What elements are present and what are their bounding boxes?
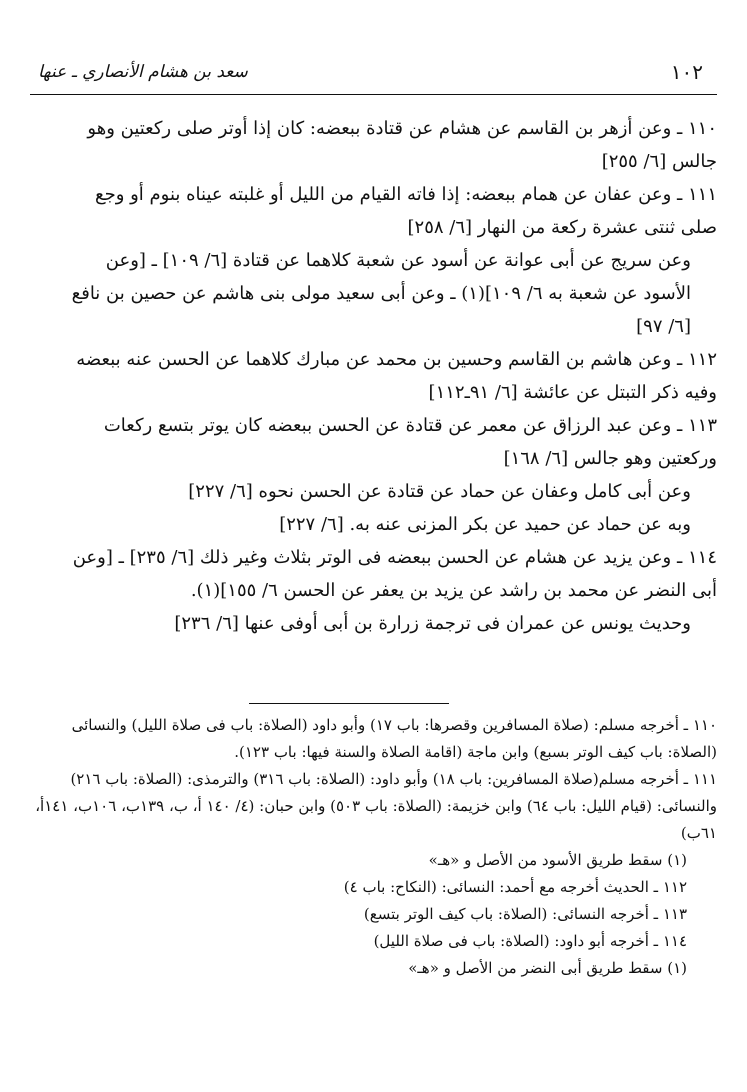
footnote-111-sub: (١) سقط طريق الأسود من الأصل و «هـ» bbox=[428, 851, 687, 869]
hadith-entry-113-chain-a: وعن أبى كامل وعفان عن حماد عن قتادة عن الحسن نحوه [٦/ ٢٢٧] bbox=[188, 481, 691, 502]
footnote-112: ١١٢ ـ الحديث أخرجه مع أحمد: النسائى: (النكاح: باب ٤) bbox=[343, 878, 687, 896]
hadith-entry-112: ١١٢ ـ وعن هاشم بن القاسم وحسين بن محمد عن مبارك كلاهما عن الحسن عنه ببعضه وفيه ذكر التبتل عن عائشة [٦/ ٩١ـ١١٢] bbox=[76, 349, 717, 403]
hadith-entry-113-chain-b: وبه عن حماد عن حميد عن بكر المزنى عنه به. [٦/ ٢٢٧] bbox=[279, 514, 691, 535]
hadith-entry-111: ١١١ ـ وعن عفان عن همام ببعضه: إذا فاته القيام من الليل أو غلبته عيناه بنوم أو وجع صلى ثنتى عشرة ركعة من النهار [٦/ ٢٥٨] bbox=[94, 184, 717, 238]
footnotes bbox=[22, 712, 717, 982]
hadith-entry-113: ١١٣ ـ وعن عبد الرزاق عن معمر عن قتادة عن الحسن ببعضه كان يوتر بتسع ركعات وركعتين وهو جالس [٦/ ١٦٨] bbox=[103, 415, 717, 469]
footnote-114-sub: (١) سقط طريق أبى النضر من الأصل و «هـ» bbox=[408, 959, 687, 977]
hadith-entry-114: ١١٤ ـ وعن يزيد عن هشام عن الحسن ببعضه فى الوتر بثلاث وغير ذلك [٦/ ٢٣٥] ـ [وعن أبى النضر عن محمد بن راشد عن يزيد بن يعفر عن الحسن ٦/ ١٥٥](١). bbox=[72, 547, 717, 601]
main-text bbox=[58, 112, 717, 640]
footnote-110: ١١٠ ـ أخرجه مسلم: (صلاة المسافرين وقصرها: باب ١٧) وأبو داود (الصلاة: باب فى صلاة الليل) والنسائى (الصلاة: باب كيف الوتر بسبع) وابن ماجة (اقامة الصلاة والسنة فيها: باب ١٢٣). bbox=[71, 716, 717, 761]
footnote-114: ١١٤ ـ أخرجه أبو داود: (الصلاة: باب فى صلاة الليل) bbox=[373, 932, 687, 950]
hadith-entry-114-note: وحديث يونس عن عمران فى ترجمة زرارة بن أبى أوفى عنها [٦/ ٢٣٦] bbox=[174, 613, 691, 634]
footnote-113: ١١٣ ـ أخرجه النسائى: (الصلاة: باب كيف الوتر بتسع) bbox=[363, 905, 687, 923]
footnote-divider bbox=[249, 703, 449, 704]
hadith-entry-110: ١١٠ ـ وعن أزهر بن القاسم عن هشام عن قتادة ببعضه: كان إذا أوتر صلى ركعتين وهو جالس [٦/ ٢٥٥] bbox=[87, 118, 717, 172]
header-title: سعد بن هشام الأنصاري ـ عنها bbox=[38, 62, 248, 82]
hadith-entry-111-chain: وعن سريج عن أبى عوانة عن أسود عن شعبة كلاهما عن قتادة [٦/ ١٠٩] ـ [وعن الأسود عن شعبة به ٦/ ١٠٩](١) ـ وعن أبى سعيد مولى بنى هاشم عن حصين بن نافع [٦/ ٩٧] bbox=[71, 250, 691, 337]
footnote-111: ١١١ ـ أخرجه مسلم(صلاة المسافرين: باب ١٨) وأبو داود: (الصلاة: باب ٣١٦) والترمذى: (الصلاة: باب ٢١٦) والنسائى: (قيام الليل: باب ٦٤) وابن خزيمة: (الصلاة: باب ٥٠٣) وابن حبان: (٤/ ١٤٠ أ، ب، ١٣٩ب، ١٠٦ب، ١٤١أ، ٦١ب) bbox=[35, 770, 717, 842]
running-header bbox=[30, 58, 717, 95]
page-number: ١٠٢ bbox=[670, 60, 703, 84]
